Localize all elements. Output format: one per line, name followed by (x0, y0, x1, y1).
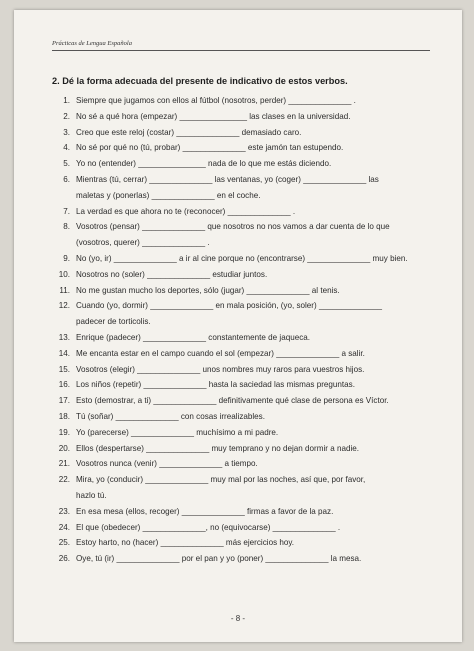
item-text: Enrique (padecer) ______________ constantemente de jaqueca. (76, 332, 310, 342)
item-text: Cuando (yo, dormir) ______________ en mala posición, (yo, soler) ______________ (76, 301, 382, 311)
item-text: La verdad es que ahora no te (reconocer) ______________ . (76, 206, 296, 216)
item-text: Oye, tú (ir) ______________ por el pan y yo (poner) ______________ la mesa. (76, 554, 362, 564)
worksheet-page (14, 10, 462, 642)
item-text: Ellos (despertarse) ______________ muy temprano y no dejan dormir a nadie. (76, 443, 360, 453)
item-number: 8. (63, 222, 70, 232)
exercise-item (50, 93, 436, 109)
item-number: 6. (63, 174, 70, 184)
exercise-title: 2. Dé la forma adecuada del presente de indicativo de estos verbos. (52, 76, 348, 86)
item-text: Yo (parecerse) ______________ muchísimo a mi padre. (76, 427, 279, 437)
item-text: Siempre que jugamos con ellos al fútbol (nosotros, perder) ______________ . (76, 96, 356, 105)
item-number: 10. (58, 269, 70, 279)
exercise-item (50, 551, 436, 567)
exercise-item (50, 156, 436, 172)
item-text: No (yo, ir) ______________ a ir al cine porque no (encontrarse) ______________ muy bien. (76, 253, 408, 263)
item-number: 1. (63, 96, 70, 105)
exercise-item (50, 393, 436, 409)
item-text: Yo no (entender) _______________ nada de lo que me estás diciendo. (76, 159, 332, 169)
exercise-item (50, 267, 436, 283)
item-number: 2. (63, 111, 70, 121)
item-number: 13. (58, 332, 70, 342)
item-text: No me gustan mucho los deportes, sólo (jugar) ______________ al tenis. (76, 285, 340, 295)
item-text: Los niños (repetir) ______________ hasta la saciedad las mismas preguntas. (76, 380, 355, 390)
item-text: Mira, yo (conducir) ______________ muy mal por las noches, así que, por favor, (76, 475, 366, 485)
exercise-item (50, 362, 436, 378)
item-number: 21. (58, 459, 70, 469)
exercise-item (50, 472, 436, 504)
item-number: 20. (58, 443, 70, 453)
exercise-item (50, 504, 436, 520)
exercise-item (50, 140, 436, 156)
item-number: 14. (58, 348, 70, 358)
item-number: 12. (58, 301, 70, 311)
exercise-item (50, 377, 436, 393)
item-number: 18. (58, 411, 70, 421)
item-number: 19. (58, 427, 70, 437)
item-number: 26. (58, 554, 70, 564)
exercise-item (50, 251, 436, 267)
exercise-item (50, 520, 436, 536)
item-text: Creo que este reloj (costar) ______________ demasiado caro. (76, 127, 302, 137)
exercise-item (50, 125, 436, 141)
exercise-item (50, 109, 436, 125)
item-text: Vosotros (elegir) ______________ unos nombres muy raros para vuestros hijos. (76, 364, 365, 374)
exercise-item (50, 425, 436, 441)
item-number: 23. (58, 506, 70, 516)
item-number: 25. (58, 538, 70, 548)
item-text: En esa mesa (ellos, recoger) ______________ firmas a favor de la paz. (76, 506, 334, 516)
item-number: 9. (63, 253, 70, 263)
item-number: 3. (63, 127, 70, 137)
exercise-list (50, 93, 436, 567)
item-number: 11. (59, 285, 70, 295)
running-header: Prácticas de Lengua Española (52, 40, 132, 47)
item-text: Vosotros (pensar) ______________ que nosotros no nos vamos a dar cuenta de lo que (76, 222, 390, 232)
item-number: 16. (58, 380, 70, 390)
exercise-item (50, 535, 436, 551)
item-text: hazlo tú. (76, 490, 107, 500)
item-number: 5. (63, 159, 70, 169)
item-number: 17. (58, 396, 70, 406)
item-number: 4. (63, 143, 70, 153)
item-number: 24. (58, 522, 70, 532)
item-text: Tú (soñar) ______________ con cosas irrealizables. (76, 411, 265, 421)
item-number: 15. (58, 364, 70, 374)
exercise-item (50, 330, 436, 346)
exercise-item (50, 409, 436, 425)
exercise-item (50, 298, 436, 330)
item-text: Nosotros no (soler) ______________ estudiar juntos. (76, 269, 268, 279)
item-text: Me encanta estar en el campo cuando el sol (empezar) ______________ a salir. (76, 348, 365, 358)
item-text: Estoy harto, no (hacer) ______________ más ejercicios hoy. (76, 538, 295, 548)
exercise-item (50, 346, 436, 362)
item-number: 22. (58, 475, 70, 485)
exercise-item (50, 219, 436, 251)
exercise-item (50, 204, 436, 220)
item-text: No sé a qué hora (empezar) _______________ las clases en la universidad. (76, 111, 351, 121)
exercise-item (50, 172, 436, 204)
item-text: padecer de torticolis. (76, 317, 151, 327)
exercise-item (50, 441, 436, 457)
exercise-item (50, 456, 436, 472)
page-number: - 8 - (230, 614, 246, 623)
item-number: 7. (63, 206, 70, 216)
header-divider (52, 50, 430, 51)
item-text: No sé por qué no (tú, probar) ______________ este jamón tan estupendo. (76, 143, 344, 153)
item-text: El que (obedecer) ______________, no (equivocarse) ______________ . (76, 522, 341, 532)
item-text: (vosotros, querer) ______________ . (76, 238, 210, 248)
item-text: Vosotros nunca (venir) ______________ a tiempo. (76, 459, 258, 469)
item-text: Mientras (tú, cerrar) ______________ las ventanas, yo (coger) ______________ las (76, 174, 379, 184)
exercise-item (50, 283, 436, 299)
item-text: Esto (demostrar, a ti) ______________ definitivamente qué clase de persona es Víctor. (76, 396, 389, 406)
item-text: maletas y (ponerlas) ______________ en el coche. (76, 190, 261, 200)
